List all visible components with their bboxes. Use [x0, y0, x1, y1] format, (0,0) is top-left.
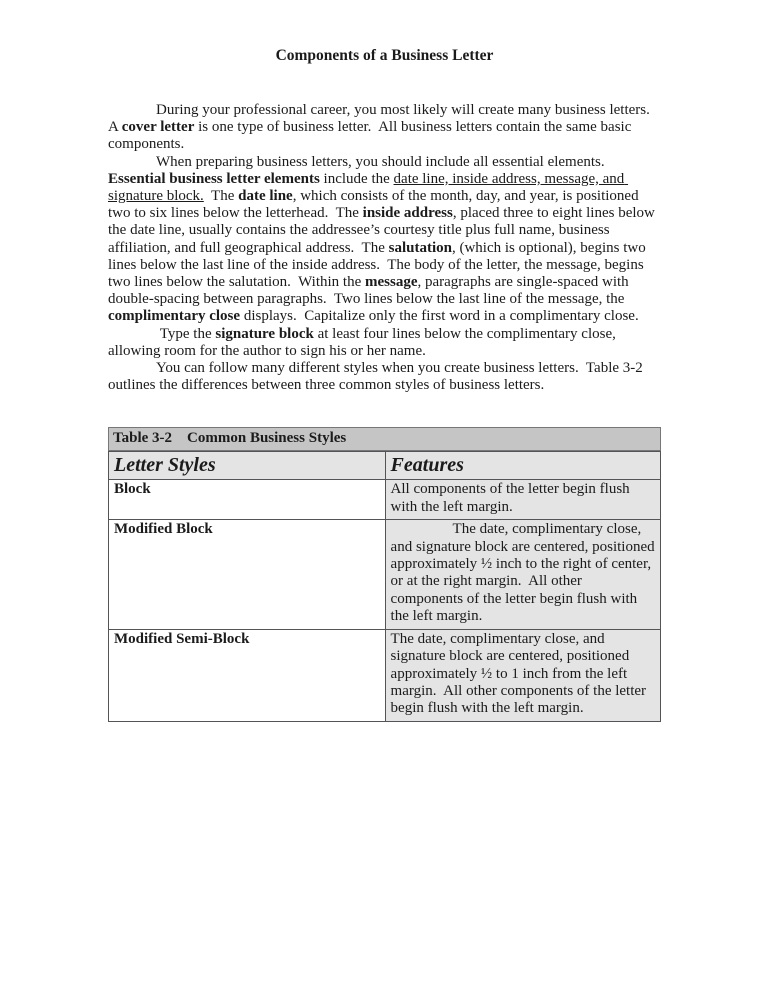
column-header-features: Features [385, 452, 660, 480]
table-header-row [109, 452, 661, 480]
column-header-letter-styles: Letter Styles [109, 452, 386, 480]
business-styles-table [108, 451, 661, 721]
table-row-block [109, 480, 661, 520]
document-title: Components of a Business Letter [275, 47, 494, 64]
features-cell: The date, complimentary close, and signature block are centered, positioned approximately ½ to 1 inch from the left margin. All other components of the letter begin flush with the left margin. [385, 629, 660, 721]
paragraph-signature-block: Type the signature block at least four lines below the complimentary close, allowing room for the author to sign his or her name. [108, 325, 620, 359]
paragraph-styles-intro: You can follow many different styles when you create business letters. Table 3-2 outlines the differences between three common styles of business letters. [108, 360, 647, 394]
table-header [109, 452, 661, 480]
style-cell: Modified Semi-Block [109, 629, 386, 721]
features-cell: All components of the letter begin flush with the left margin. [385, 480, 660, 520]
features-cell: The date, complimentary close, and signature block are centered, positioned approximately ½ inch to the right of center, or at the right margin. All other components of the letter begin flush with the left margin. [385, 520, 660, 629]
table-body [109, 480, 661, 721]
style-cell: Block [109, 480, 386, 520]
paragraph-essential-elements: When preparing business letters, you should include all essential elements. Essential business letter elements include the date line, inside address, message, and signature block. The date line, which consists of the month, day, and year, is positioned two to six lines below the letterhead. The inside address, placed three to eight lines below the date line, usually contains the addressee’s courtesy title plus full name, business affiliation, and full geographical address. The salutation, (which is optional), begins two lines below the last line of the inside address. The body of the letter, the message, begins two lines below the salutation. Within the message, paragraphs are single-spaced with double-spacing between paragraphs. Two lines below the last line of the message, the complimentary close displays. Capitalize only the first word in a complimentary close. [108, 153, 659, 325]
style-cell: Modified Block [109, 520, 386, 629]
table-caption: Table 3-2 Common Business Styles [108, 427, 661, 451]
business-styles-table-block [108, 427, 661, 721]
paragraph-intro: During your professional career, you most likely will create many business letters. A cover letter is one type of business letter. All business letters contain the same basic components. [108, 102, 653, 153]
table-row-modified-semi-block [109, 629, 661, 721]
document-content [108, 47, 661, 722]
table-row-modified-block [109, 520, 661, 629]
